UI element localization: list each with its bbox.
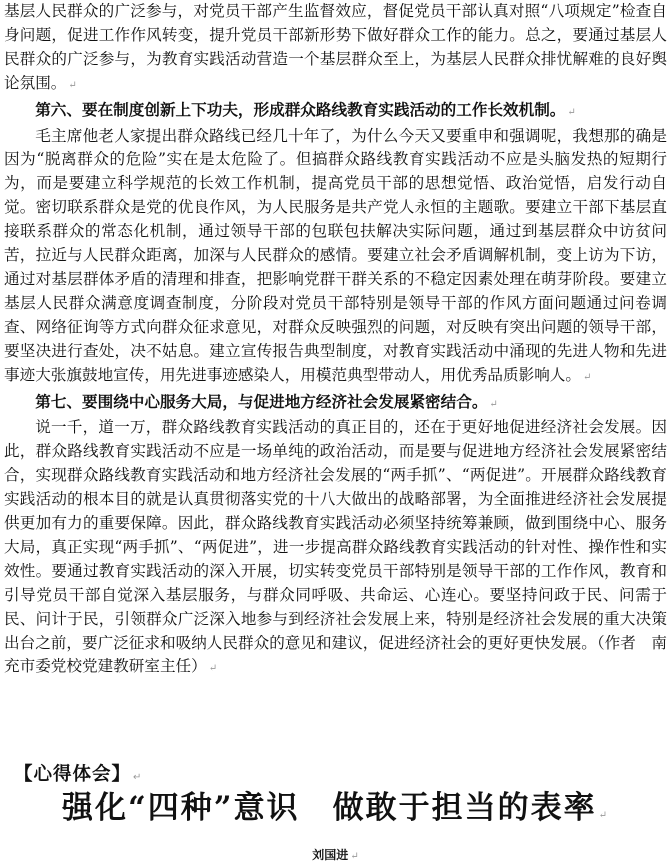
paragraph-mark: ↵ [567, 106, 576, 118]
heading-text: 第六、要在制度创新上下功夫，形成群众路线教育实践活动的工作长效机制。 [35, 99, 566, 119]
paragraph-mark: ↵ [598, 810, 610, 821]
heading-text: 第七、要围绕中心服务大局，与促进地方经济社会发展紧密结合。 [35, 391, 488, 411]
paragraph-text: 基层人民群众的广泛参与，对党员干部产生监督效应，督促党员干部认真对照“八项规定”检查自身问题，促进工作作风转变，提升党员干部新形势下做好群众工作的能力。总之，要通过基层人民群众的广泛参与，为教育实践活动营造一个基层群众至上，为基层人民群众排忧解难的良好舆论氛围。 [4, 2, 667, 92]
paragraph-six-body [4, 125, 667, 390]
section-label-text: 【心得体会】 [14, 764, 132, 785]
paragraph-mark: ↵ [133, 772, 143, 783]
headline-text: 强化“四种”意识 做敢于担当的表率 [61, 790, 597, 826]
paragraph-seven-body [4, 416, 667, 681]
paragraph-mark: ↵ [350, 851, 359, 862]
paragraph-text: 说一千，道一万，群众路线教育实践活动的真正目的，还在于更好地促进经济社会发展。因此，群众路线教育实践活动不应是一场单纯的政治活动，而是要与促进地方经济社会发展紧密结合，实现群众路线教育实践活动和地方经济社会发展的“两手抓”、“两促进”。开展群众路线教育实践活动的根本目的就是认真贯彻落实党的十八大做出的战略部署，为全面推进经济社会发展提供更加有力的重要保障。因此，群众路线教育实践活动必须坚持统筹兼顾，做到围绕中心、服务大局，真正实现“两手抓”、“两促进”，进一步提高群众路线教育实践活动的针对性、操作性和实效性。要通过教育实践活动的深入开展，切实转变党员干部特别是领导干部的工作作风，教育和引导党员干部自觉深入基层服务，与群众同呼吸、共命运、心连心。要坚持问政于民、问需于民、问计于民，引领群众广泛深入地参与到经济社会发展上来，特别是经济社会发展的重大决策出台之前，要广泛征求和吸纳人民群众的意见和建议，促进经济社会的更好更快发展。（作者 南充市委党校党建教研室主任） [4, 418, 667, 676]
paragraph-continuation [4, 0, 667, 98]
paragraph-mark: ↵ [489, 398, 498, 410]
article-body [4, 0, 667, 681]
section-heading-six [4, 98, 667, 125]
section-heading-seven [4, 390, 667, 417]
paragraph-mark: ↵ [208, 663, 218, 675]
paragraph-mark: ↵ [582, 371, 592, 383]
article-headline [0, 782, 671, 827]
author-byline [0, 846, 671, 863]
paragraph-mark: ↵ [68, 79, 77, 91]
paragraph-text: 毛主席他老人家提出群众路线已经几十年了，为什么今天又要重申和强调呢，我想那的确是因为“脱离群众的危险”实在是太危险了。但搞群众路线教育实践活动不应是头脑发热的短期行为，而是要建立科学规范的长效工作机制，提高党员干部的思想觉悟、政治觉悟，启发行动自觉。密切联系群众是党的优良作风，为人民服务是共产党人永恒的主题歌。要建立干部下基层直接联系群众的常态化机制，通过领导干部的包联包扶解决实际问题，通过到基层群众中访贫问苦，拉近与人民群众距离，加深与人民群众的感情。要建立社会矛盾调解机制，变上访为下访，通过对基层群体矛盾的清理和排查，把影响党群干群关系的不稳定因素处理在萌芽阶段。要建立基层人民群众满意度调查制度，分阶段对党员干部特别是领导干部的作风方面问题通过问卷调查、网络征询等方式向群众征求意见，对群众反映强烈的问题，对反映有突出问题的领导干部，要坚决进行查处，决不姑息。建立宣传报告典型制度，对教育实践活动中涌现的先进人物和先进事迹大张旗鼓地宣传，用先进事迹感染人，用模范典型带动人，用优秀品质影响人。 [4, 126, 667, 384]
author-name: 刘国进 [312, 848, 349, 862]
